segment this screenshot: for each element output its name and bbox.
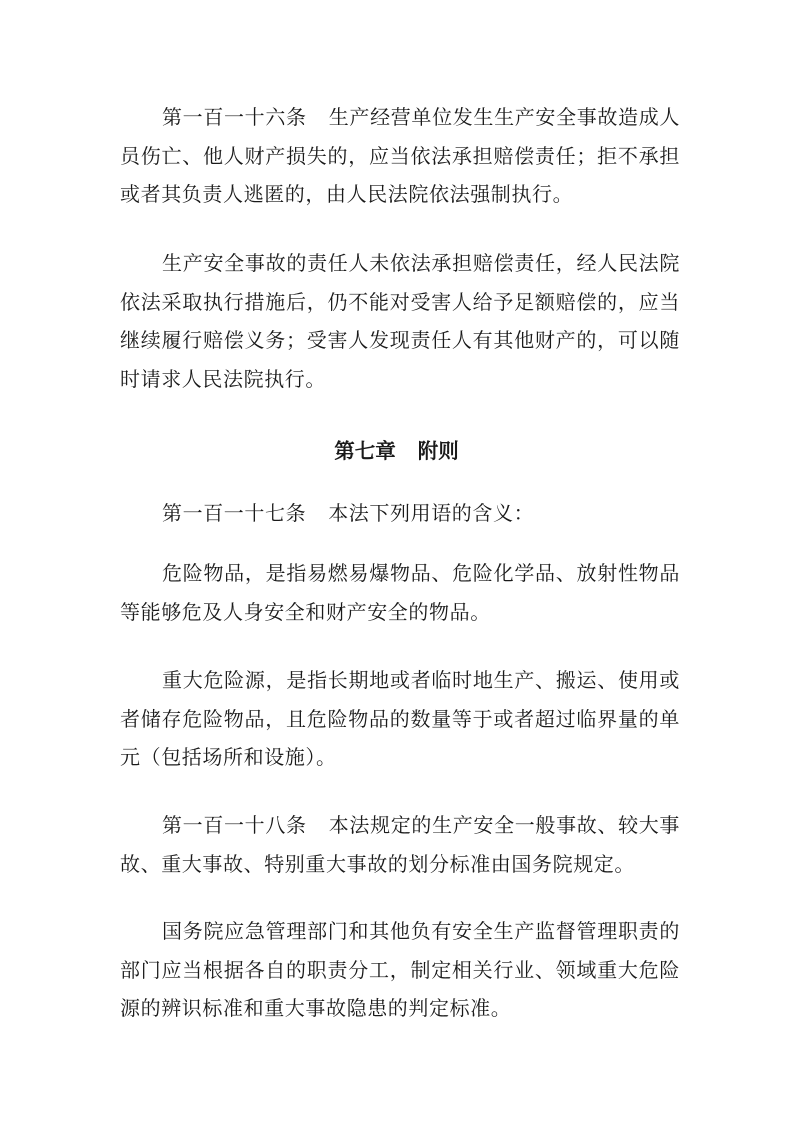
- article-number: 第一百一十七条: [162, 501, 307, 525]
- article-number: 第一百一十六条: [162, 105, 307, 129]
- dangerous-goods-definition: [120, 554, 680, 631]
- chapter-number: 第七章: [334, 439, 396, 463]
- article-116-paragraph: [120, 98, 680, 214]
- article-text: 生产经营单位发生生产安全事故造成人员伤亡、他人财产损失的，应当依法承担赔偿责任；拒不承担或者其负责人逃匿的，由人民法院依法强制执行。: [120, 105, 681, 206]
- major-hazard-definition: [120, 661, 680, 777]
- liability-paragraph: [120, 244, 680, 398]
- article-text: 本法规定的生产安全一般事故、较大事故、重大事故、特别重大事故的划分标准由国务院规定。: [120, 813, 681, 876]
- chapter-title: 附则: [417, 439, 459, 463]
- article-118-paragraph: [120, 806, 680, 883]
- chapter-heading: [0, 432, 793, 470]
- paragraph-text: 重大危险源，是指长期地或者临时地生产、搬运、使用或者储存危险物品，且危险物品的数量等于或者超过临界量的单元（包括场所和设施）。: [120, 668, 680, 769]
- paragraph-text: 国务院应急管理部门和其他负有安全生产监督管理职责的部门应当根据各自的职责分工，制定相关行业、领域重大危险源的辨识标准和重大事故隐患的判定标准。: [120, 919, 680, 1020]
- article-117-paragraph: [120, 494, 680, 533]
- paragraph-text: 危险物品，是指易燃易爆物品、危险化学品、放射性物品等能够危及人身安全和财产安全的物品。: [120, 561, 680, 624]
- standards-paragraph: [120, 912, 680, 1028]
- paragraph-text: 生产安全事故的责任人未依法承担赔偿责任，经人民法院依法采取执行措施后，仍不能对受害人给予足额赔偿的，应当继续履行赔偿义务；受害人发现责任人有其他财产的，可以随时请求人民法院执行。: [120, 251, 680, 391]
- article-number: 第一百一十八条: [162, 813, 307, 837]
- article-text: 本法下列用语的含义：: [328, 501, 535, 525]
